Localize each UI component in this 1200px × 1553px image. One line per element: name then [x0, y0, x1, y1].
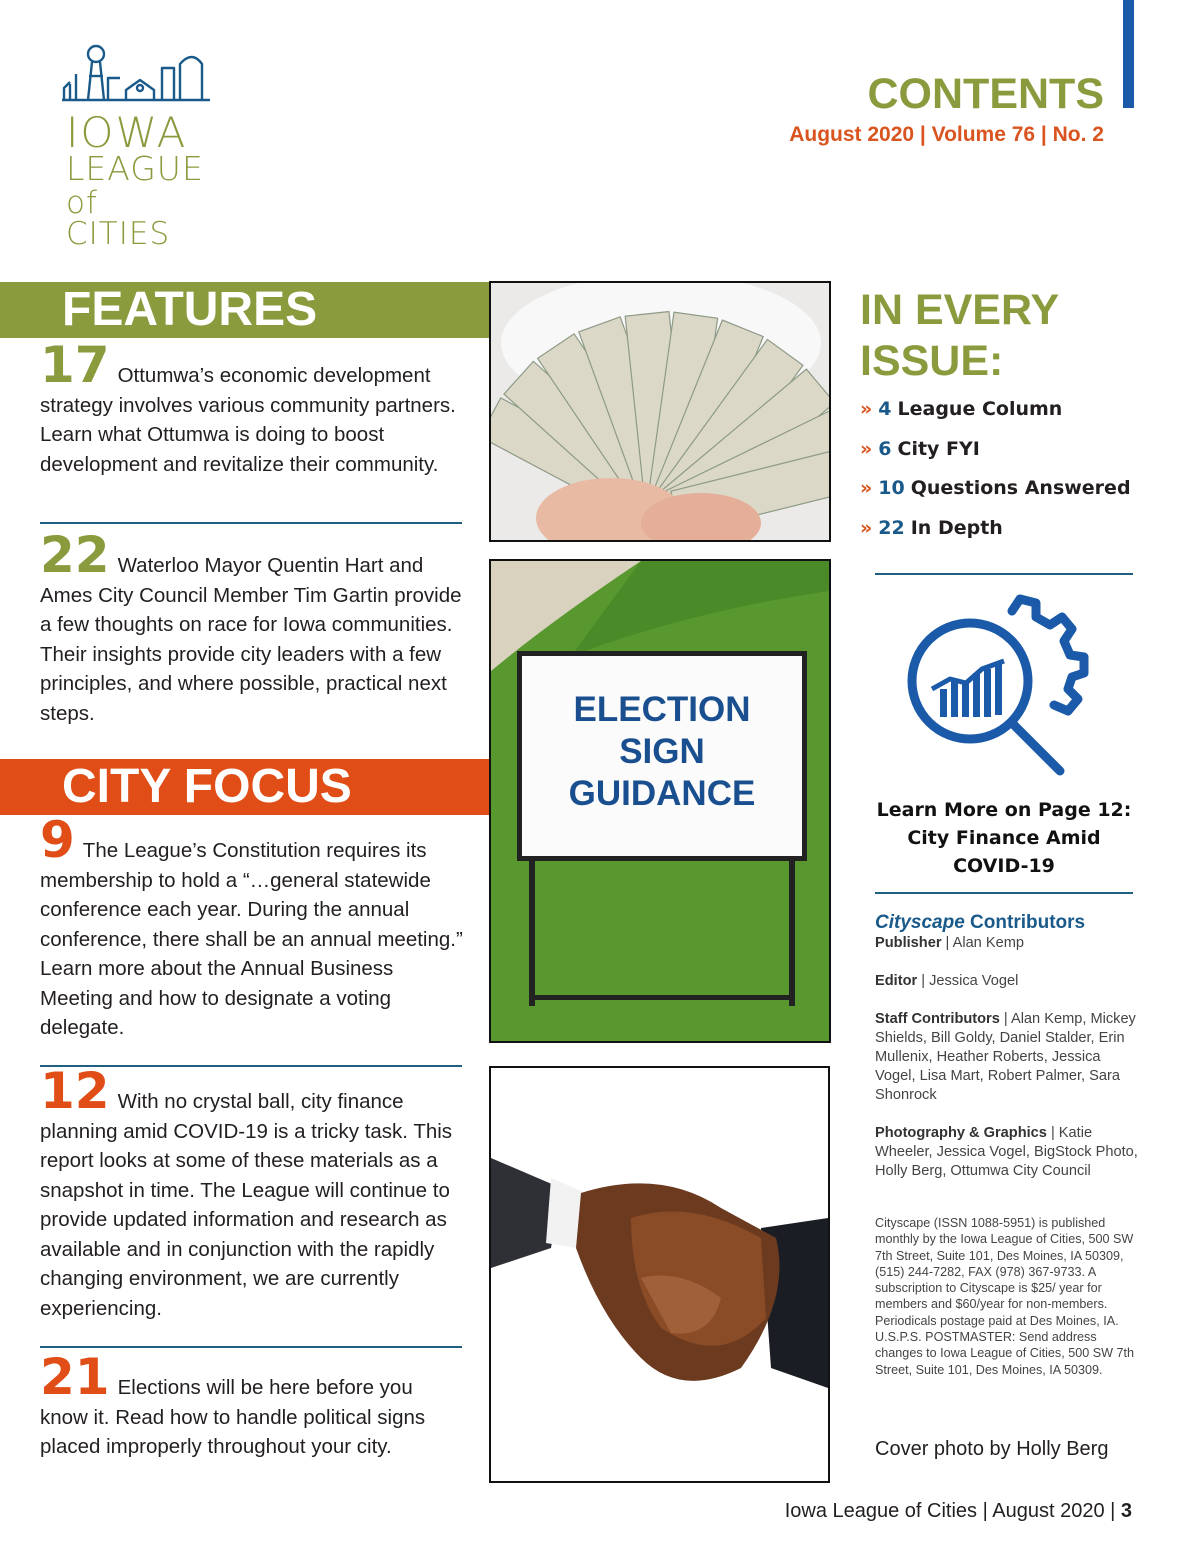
city-focus-description: With no crystal ball, city finance planning amid COVID-19 is a tricky task. This report looks at some of these materials as a snapshot in time. The League will continue to provide updated information and research as available and in conjunction with the rapidly changing environment, we are currently experiencing. [40, 1090, 453, 1320]
list-item-page: 4 [878, 398, 892, 420]
feature-item[interactable] [40, 336, 464, 479]
list-item-page: 10 [878, 477, 905, 499]
feature-description: Waterloo Mayor Quentin Hart and Ames City Council Member Tim Gartin provide a few thoughts on race for Iowa communities. Their insights provide city leaders with a few principles, and where possible, practical next steps. [40, 554, 462, 725]
in-every-issue-list [860, 398, 1131, 556]
list-item-page: 6 [878, 437, 892, 460]
list-item[interactable] [860, 477, 1131, 517]
in-every-issue-heading-line: IN EVERY [860, 286, 1060, 334]
contributor-line [875, 1010, 1143, 1105]
page-number: 3 [1120, 1500, 1132, 1522]
contributor-role: Editor [875, 973, 918, 989]
chevron-icon: » [860, 437, 873, 460]
footer-text: Iowa League of Cities | August 2020 | [784, 1500, 1121, 1522]
learn-more-line: City Finance Amid [907, 827, 1101, 849]
feature-page-number: 17 [40, 336, 110, 394]
contributors-heading-rest: Contributors [964, 912, 1086, 933]
chevron-icon: » [860, 516, 873, 539]
city-focus-description: The League’s Constitution requires its membership to hold a “…general statewide conference each year. During the annual conference, there shall be an annual meeting.” Learn more about the Annual Business Meeting and how to designate a voting delegate. [40, 839, 463, 1039]
chevron-icon: » [860, 477, 873, 499]
feature-page-number: 22 [40, 526, 110, 584]
contributors-block [875, 912, 1143, 1200]
contributor-names: | Jessica Vogel [917, 973, 1019, 989]
contributor-role: Photography & Graphics [875, 1125, 1047, 1141]
divider [40, 522, 462, 524]
list-item[interactable] [860, 398, 1131, 438]
iowa-league-logo [62, 42, 212, 252]
magnifier-gear-chart-icon [902, 593, 1092, 785]
divider [875, 892, 1133, 894]
sign-text-line: GUIDANCE [568, 774, 756, 813]
list-item-page: 22 [878, 516, 905, 539]
publication-fineprint: Cityscape (ISSN 1088-5951) is published monthly by the Iowa League of Cities, 500 SW 7th Street, Suite 101, Des Moines, IA 50309, (515) 244-7282, FAX (978) 367-9733. A subscription to Cityscape is $25/ year for members and $60/year for non-members. Periodicals postage paid at Des Moines, IA. U.S.P.S. POSTMASTER: Send address changes to Iowa League of Cities, 500 SW 7th Street, Suite 101, Des Moines, IA 50309. [875, 1216, 1135, 1377]
sign-text-line: SIGN [619, 732, 705, 771]
features-heading: FEATURES [0, 282, 489, 338]
city-skyline-icon [62, 42, 212, 106]
money-photo [489, 281, 831, 542]
logo-line-of-cities: of CITIES [66, 185, 171, 252]
list-item-label: League Column [897, 398, 1063, 420]
contributor-line [875, 1124, 1143, 1181]
feature-description: Ottumwa’s economic development strategy involves various community partners. Learn what Ottumwa is doing to boost development and revitalize their community. [40, 364, 456, 476]
divider [875, 573, 1133, 575]
city-focus-description: Elections will be here before you know it. Read how to handle political signs placed improperly throughout your city. [40, 1376, 426, 1458]
contributor-line [875, 972, 1143, 991]
contributor-names: | Alan Kemp, Mickey Shields, Bill Goldy, Daniel Stalder, Erin Mullenix, Heather Roberts, Jessica Vogel, Lisa Mart, Robert Palmer, Sara Shonrock [875, 1011, 1136, 1103]
city-focus-heading: CITY FOCUS [0, 759, 489, 815]
page-footer [785, 1500, 1132, 1523]
learn-more-callout[interactable] [875, 796, 1133, 880]
contributor-names: | Katie Wheeler, Jessica Vogel, BigStock Photo, Holly Berg, Ottumwa City Council [875, 1125, 1138, 1179]
feature-item[interactable] [40, 526, 464, 728]
contributor-role: Publisher [875, 935, 942, 951]
chevron-icon: » [860, 398, 873, 420]
list-item-label: Questions Answered [910, 477, 1131, 499]
learn-more-line: Learn More on Page 12: [876, 799, 1132, 821]
city-focus-item[interactable] [40, 1348, 464, 1462]
list-item-label: In Depth [910, 516, 1003, 539]
logo-line-league: LEAGUE [66, 149, 204, 188]
city-focus-page-number: 12 [40, 1062, 110, 1120]
issue-info: August 2020 | Volume 76 | No. 2 [789, 123, 1104, 146]
page-title: CONTENTS [867, 70, 1104, 118]
city-focus-item[interactable] [40, 811, 464, 1043]
list-item[interactable] [860, 438, 1131, 478]
cover-photo-credit: Cover photo by Holly Berg [875, 1438, 1109, 1460]
contributors-heading [875, 912, 1143, 934]
city-focus-item[interactable] [40, 1062, 464, 1323]
in-every-issue-heading-line: ISSUE: [860, 337, 1004, 385]
contributors-heading-italic: Cityscape [875, 912, 965, 933]
accent-bar [1123, 0, 1134, 108]
handshake-photo [489, 1066, 830, 1483]
sign-text-line: ELECTION [573, 690, 751, 729]
list-item[interactable] [860, 517, 1131, 557]
city-focus-page-number: 21 [40, 1348, 110, 1406]
logo-line-iowa: IOWA [66, 108, 188, 157]
learn-more-line: COVID-19 [953, 855, 1055, 877]
in-every-issue-heading [860, 285, 1059, 387]
contributor-line [875, 934, 1143, 953]
election-sign-photo [489, 559, 831, 1043]
contributor-names: | Alan Kemp [941, 935, 1024, 951]
city-focus-page-number: 9 [40, 811, 75, 869]
list-item-label: City FYI [897, 437, 980, 460]
contributor-role: Staff Contributors [875, 1011, 1000, 1027]
